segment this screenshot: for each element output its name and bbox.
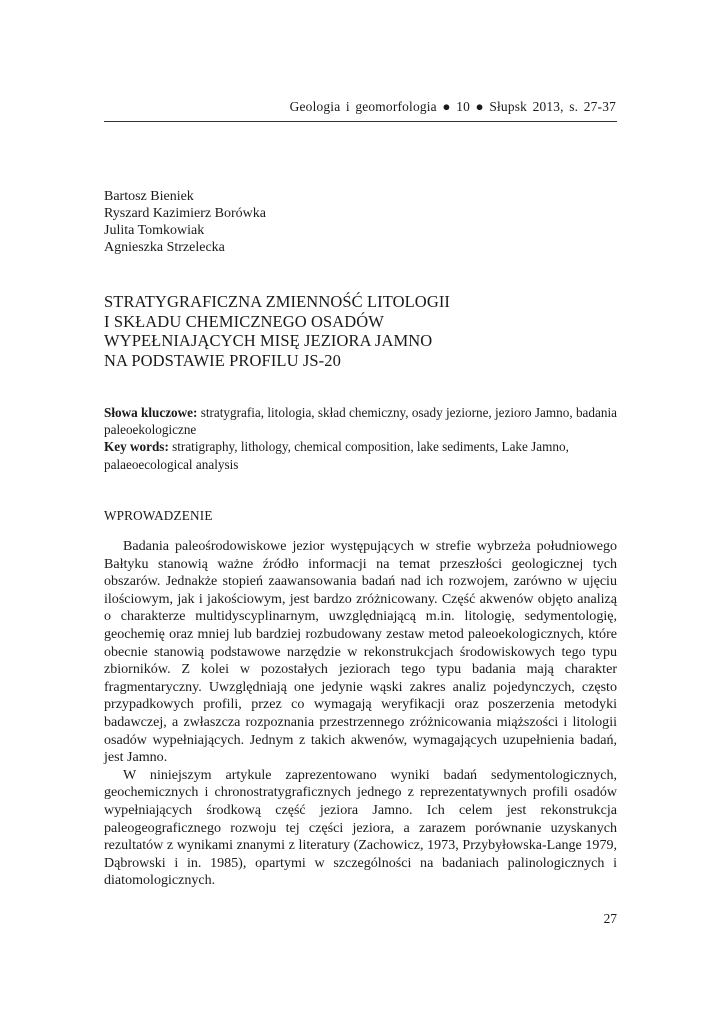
header-rule — [104, 121, 617, 122]
keywords-block — [104, 404, 619, 473]
title-line: STRATYGRAFICZNA ZMIENNOŚĆ LITOLOGII — [104, 292, 451, 311]
author-list — [104, 188, 266, 256]
section-heading: WPROWADZENIE — [104, 508, 213, 523]
page-number: 27 — [603, 911, 617, 926]
body-text — [104, 538, 617, 890]
keywords-polish — [104, 404, 619, 438]
author-name: Bartosz Bieniek — [104, 189, 194, 204]
title-line: NA PODSTAWIE PROFILU JS-20 — [104, 351, 341, 371]
title-line: I SKŁADU CHEMICZNEGO OSADÓW — [104, 311, 384, 331]
keywords-polish-text: stratygrafia, litologia, skład chemiczny, osady jeziorne, jezioro Jamno, badania paleoekologiczne — [104, 405, 617, 438]
title-line: WYPEŁNIAJĄCYCH MISĘ JEZIORA JAMNO — [104, 331, 433, 351]
keywords-english-text: stratigraphy, lithology, chemical composition, lake sediments, Lake Jamno, palaeoecological analysis — [104, 439, 569, 472]
paragraph: W niniejszym artykule zaprezentowano wyniki badań sedymentologicznych, geochemicznych i chronostratygraficznych jednego z reprezentatywnych profili osadów wypełniających środkową część jeziora Jamno. Ich celem jest rekonstrukcja paleogeograficznego rozwoju tej części jeziora, a zarazem porównanie uzyskanych rezultatów z wynikami znanymi z literatury (Zachowicz, 1973, Przybyłowska-Lange 1979, Dąbrowski i in. 1985), opartymi w szczególności na badaniach palinologicznych i diatomologicznych. — [104, 766, 617, 889]
keywords-english — [104, 438, 619, 472]
paragraph: Badania paleośrodowiskowe jezior występujących w strefie wybrzeża południowego Bałtyku stanowią ważne źródło informacji na temat przeszłości geologicznej tych obszarów. Jednakże stopień zaawansowania badań nad ich rozwojem, zarówno w ujęciu ilościowym, jak i jakościowym, jest bardzo zróżnicowany. Część akwenów objęto analizą o charakterze multidyscyplinarnym, uwzględniającą m.in. litologię, sedymentologię, geochemię oraz mniej lub bardziej rozbudowany zestaw metod paleoekologicznych, które obecnie stanowią podstawowe narzędzie w rekonstrukcjach środowiskowych tego typu zbiorników. Z kolei w pozostałych jeziorach tego typu badania mają charakter fragmentaryczny. Uwzględniają one jedynie wąski zakres analiz pojedynczych, często przypadkowych profili, przez co wymagają weryfikacji oraz poszerzenia metodyki badawczej, a zwłaszcza rozpoznania przestrzennego zróżnicowania miąższości i litologii osadów wypełniających. Jednym z takich akwenów, wymagających uzupełnienia badań, jest Jamno. — [104, 538, 617, 766]
article-title — [104, 292, 450, 371]
running-header: Geologia i geomorfologia ● 10 ● Słupsk 2013, s. 27-37 — [289, 99, 616, 114]
author-name: Agnieszka Strzelecka — [104, 240, 225, 255]
author-name: Julita Tomkowiak — [104, 223, 205, 238]
author-name: Ryszard Kazimierz Borówka — [104, 206, 266, 221]
keywords-polish-label: Słowa kluczowe: — [104, 405, 198, 420]
keywords-english-label: Key words: — [104, 439, 169, 455]
